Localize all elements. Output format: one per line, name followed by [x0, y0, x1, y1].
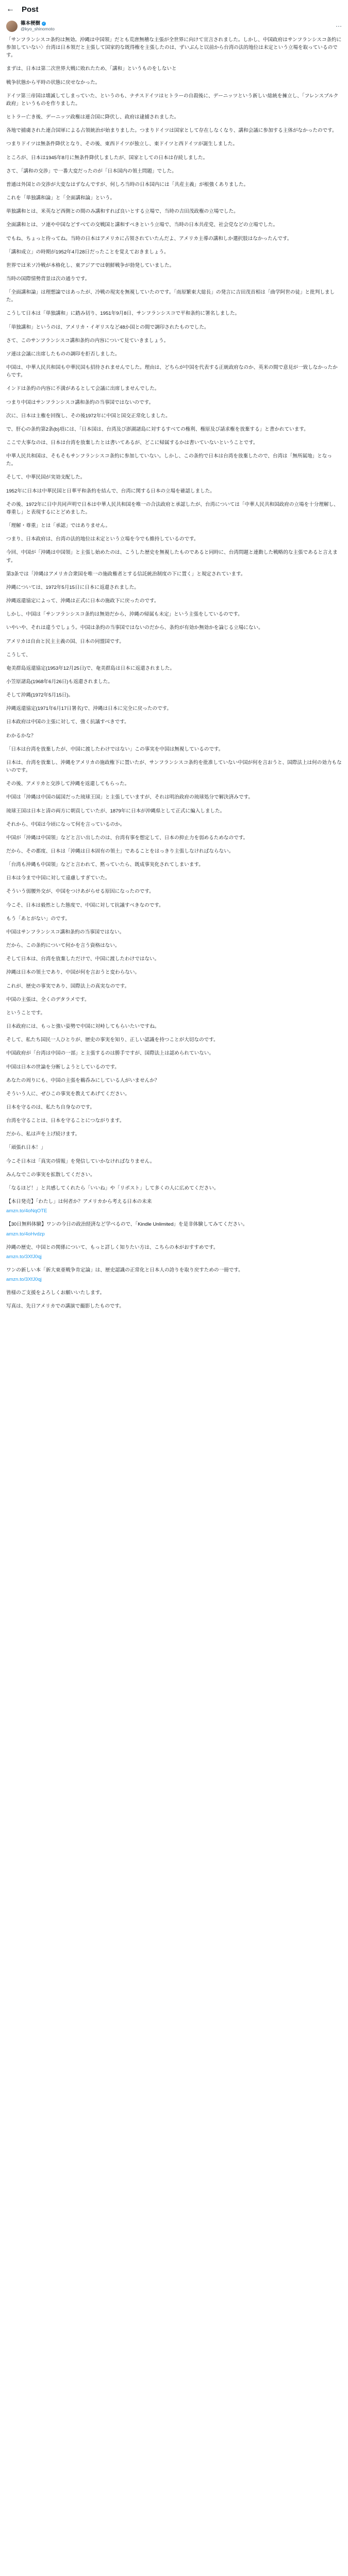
post-paragraph: 日本を守るのは、私たち自身なのです。 — [6, 1104, 95, 1110]
post-paragraph: 今こそ日本は「真実の情報」を発信していかなければなりません。 — [6, 1158, 155, 1164]
post-paragraph: 全面講和とは、ソ連や中国などすべての交戦国と講和すべきという立場で、当時の日本共産党、社会党などの立場でした。 — [6, 222, 278, 228]
post-paragraph: 中国はサンフランシスコ講和条約の当事国ではない。 — [6, 929, 125, 935]
post-paragraph: 「理解・尊重」とは「承認」ではありません。 — [6, 523, 111, 529]
post-paragraph: 台湾を守ることは、日本を守ることにつながります。 — [6, 1118, 125, 1124]
post-paragraph: 今こそ、日本は毅然とした態度で、中国に対して抗議すべきなのです。 — [6, 902, 164, 908]
post-paragraph: 日本は今まで中国に対して遠慮しすぎていた。 — [6, 875, 110, 882]
post-paragraph: こうして日本は「単独講和」に踏み切り、1951年9月8日、サンフランシスコで平和条約に署名しました。 — [6, 311, 240, 317]
post-paragraph: 【本日発売】「わたし」は何者か？アメリカから考える日本の未来 — [6, 1199, 152, 1205]
post-paragraph: 沖縄の歴史、中国との関係について、もっと詳しく知りたい方は、こちらの本がおすすめです。 — [6, 1244, 219, 1250]
post-paragraph: ヒトラー亡き後、デーニッツ政権は連合国に降伏し、政府は逮捕されました。 — [6, 114, 179, 121]
post-paragraph: ソ連は会議に出席したものの調印を拒否しました。 — [6, 351, 120, 357]
post-paragraph[interactable]: amzn.to/4oNqOTE — [6, 1208, 47, 1214]
post-paragraph: 沖縄については、1972年5月15日に日本に返還されました。 — [6, 584, 139, 590]
post-paragraph: 琉球王国は日本と清の両方に朝貢していたが、1879年に日本が沖縄県として正式に編入しました。 — [6, 808, 225, 814]
post-paragraph: 沖縄返還協定によって、沖縄は正式に日本の施政下に戻ったのです。 — [6, 598, 159, 604]
post-paragraph: そういう人に、ぜひこの事実を教えてあげてください。 — [6, 1091, 130, 1097]
post-paragraph: 日本は、台湾を放棄し、沖縄をアメリカの施政権下に置いたが、サンフランシスコ条約を批准していない中国が何を言おうと、国際法上は何の効力もないのです。 — [6, 759, 342, 774]
post-paragraph: 「サンフランシスコ条約は無効。沖縄は中国領」だとも荒唐無稽な主張が全世界に向けて宣言されました。しかし、中国政府はサンフランシスコ条約に参加していない〉台湾は日本領だと主張して国家的な既得権を主張したのは、ずいぶんと以前から台湾の法的地位は未定という立場を取っているのです。 — [6, 37, 342, 59]
post-paragraph: つまり中国はサンフランシスコ講和条約の当事国ではないのです。 — [6, 399, 154, 405]
post-paragraph: 単独講和とは、米英など西側との間のみ講和すれば良いとする立場で、当時の吉田茂政権の立場でした。 — [6, 209, 239, 215]
post-paragraph: でもね、ちょっと待ってね。当時の日本はアメリカに占領されていたんだよ、アメリカ主導の講和しか選択肢はなかったんです。 — [6, 235, 292, 242]
post-paragraph: 「なるほど！」と共感してくれたら「いいね」や「リポスト」して多くの人に広めてください。 — [6, 1185, 219, 1191]
author-name[interactable]: 篠本梗樹 — [21, 21, 41, 27]
post-paragraph: そして沖縄(1972年5月15日)。 — [6, 692, 74, 699]
post-paragraph: もう「あとがない」のです。 — [6, 916, 70, 922]
back-arrow-icon[interactable]: ← — [6, 5, 14, 13]
author-row — [0, 19, 348, 34]
post-paragraph: ワンの新しい本「新大東亜戦争肯定論」は、歴史認識の正常化と日本人の誇りを取り戻すための一冊です。 — [6, 1267, 243, 1273]
post-paragraph: 沖縄返還協定(1971年6月17日署名)で、沖縄は日本に完全に戻ったのです。 — [6, 706, 172, 712]
post-paragraph: 中国の主張は、全くのデタラメです。 — [6, 996, 90, 1003]
post-paragraph: 写真は、先日アメリカでの講演で撮影したものです。 — [6, 1303, 124, 1310]
post-paragraph: アメリカは自由と民主主義の国、日本の同盟国です。 — [6, 638, 124, 645]
post-paragraph: 中国は、中華人民共和国も中華民国も招待されませんでした。理由は、どちらが中国を代表する正統政府なのか、英米の間で意見が一致しなかったからです。 — [6, 365, 338, 379]
post-paragraph: 中華人民共和国は、そもそもサンフランシスコ条約に参加していない。しかし、この条約で日本は台湾を放棄したので、台湾は「無所属地」となった。 — [6, 453, 332, 467]
post-paragraph: ところが、日本は1945年8月に無条件降伏しましたが、国家としての日本は存続しました。 — [6, 155, 208, 161]
author-name-link[interactable] — [21, 21, 55, 26]
post-paragraph: 「講和成立」の時期が1952年4月28日だったことを覚えておきましょう。 — [6, 249, 169, 255]
post-paragraph: つまりドイツは無条件降伏となり、その後、東西ドイツが独立し、東ドイツと西ドイツが誕生しました。 — [6, 141, 238, 147]
post-paragraph: ドイツ第三帝国は壊滅してしまっていた、というのも、ナチスドイツはヒトラーの自殺後に、デーニッツという新しい総統を擁立し、「フレンスブルク政府」というものを作りました。 — [6, 93, 339, 107]
post-paragraph[interactable]: amzn.to/4oHvdzp — [6, 1231, 45, 1237]
post-paragraph: 「全面講和論」は理想論ではあったが、冷戦の現実を無視していたのです。「南原繁東大総長」の発言に吉田茂首相は「曲学阿世の徒」と批判しました。 — [6, 290, 335, 303]
post-paragraph: これが、歴史の事実であり、国際法上の真実なのです。 — [6, 983, 130, 989]
author-handle[interactable]: @kyo_shinomoto — [21, 26, 55, 31]
post-paragraph: 中国は日本の世論を分断しようとしているのです。 — [6, 1064, 120, 1070]
post-paragraph: ここで大事なのは、日本は台湾を放棄したとは書いてあるが、どこに帰属するかは書いていないということです。 — [6, 440, 258, 446]
post-paragraph: だから、私は声を上げ続けます。 — [6, 1131, 80, 1138]
post-paragraph: その後、アメリカと交渉して沖縄を返還してもらった。 — [6, 781, 130, 787]
post-paragraph: 奄美群島返還協定(1953年12月25日)で、奄美群島は日本に返還されました。 — [6, 665, 175, 671]
post-paragraph: いやいや、それは違うでしょう。中国は条約の当事国ではないのだから、条約が有効か無効かを論じる立場にない。 — [6, 625, 263, 631]
post-paragraph: 中国政府が「台湾は中国の一部」と主張するのは勝手ですが、国際法上は認められていない。 — [6, 1050, 214, 1057]
post-paragraph: だから、その都度、日本は「沖縄は日本固有の領土」であることをはっきり主張しなければならない。 — [6, 849, 234, 854]
post-paragraph: 中国が「沖縄は中国領」などと言い出したのは、台湾有事を想定して、日本の抑止力を弱めるためなのです。 — [6, 835, 248, 841]
post-paragraph: だから、この条約について何かを言う資格はない。 — [6, 943, 120, 949]
post-paragraph: そして、私たち国民一人ひとりが、歴史の事実を知り、正しい認識を持つことが大切なのです。 — [6, 1037, 219, 1043]
post-paragraph: さて、このサンフランシスコ講和条約の内容について見ていきましょう。 — [6, 337, 169, 344]
post-paragraph: そして、中華民国が実効支配した。 — [6, 474, 86, 481]
post-paragraph: 小笠原諸島(1968年6月26日)も返還されました。 — [6, 679, 113, 685]
post-paragraph: 次に、日本は主権を回復し、その後1972年に中国と国交正常化しました。 — [6, 413, 171, 419]
post-paragraph: しかし、中国は「サンフランシスコ条約は無効だから、沖縄の帰属も未定」という主張をしているのです。 — [6, 612, 243, 618]
post-body — [0, 34, 348, 1311]
post-paragraph: 「単独講和」というのは、アメリカ・イギリスなど48か国との間で調印されたものでした。 — [6, 324, 209, 330]
post-paragraph[interactable]: amzn.to/3XfJ0qj — [6, 1277, 42, 1283]
post-paragraph: 皆様のご支援をよろしくお願いいたします。 — [6, 1290, 105, 1296]
post-paragraph: みんなでこの事実を拡散してください。 — [6, 1172, 95, 1178]
post-paragraph: 日本政府は中国の主張に対して、強く抗議すべきです。 — [6, 719, 129, 725]
post-paragraph: 世界では米ソ冷戦が本格化し、東アジアでは朝鮮戦争が勃発していました。 — [6, 262, 175, 268]
post-paragraph: そして日本は、台湾を放棄しただけで、中国に渡したわけではない。 — [6, 956, 160, 962]
post-paragraph: それから、中国は今頃になって何を言っているのか。 — [6, 821, 125, 827]
post-paragraph: 普通は外国との交渉が大変なはずなんですが、何しろ当時の日本国内には「共産主義」が根強くありました。 — [6, 181, 249, 188]
post-paragraph[interactable]: amzn.to/3XfJ0qj — [6, 1253, 42, 1260]
post-paragraph: 第3条では「沖縄はアメリカ合衆国を唯一の施政権者とする信託統治制度の下に置く」と規定されています。 — [6, 571, 246, 577]
post-paragraph: 沖縄は日本の領土であり、中国が何を言おうと変わらない。 — [6, 970, 140, 976]
post-paragraph: わかるかな？ — [6, 733, 36, 739]
page-title: Post — [22, 5, 39, 14]
post-paragraph: あなたの周りにも、中国の主張を鵜呑みにしている人がいませんか？ — [6, 1077, 160, 1083]
post-paragraph: 戦争状態から平時の状態に戻せなかった。 — [6, 79, 101, 86]
more-options-icon[interactable]: ⋯ — [336, 23, 342, 30]
post-paragraph: で、肝心の条約第2条(b)項には、「日本国は、台湾及び澎湖諸島に対するすべての権利、権原及び請求権を放棄する」と書かれています。 — [6, 426, 309, 432]
post-paragraph: 1952年に日本は中華民国と日華平和条約を結んで、台湾に関する日本の立場を確認しました。 — [6, 488, 215, 494]
post-paragraph: これを「単独講和論」と「全面講和論」という。 — [6, 195, 115, 201]
post-paragraph: つまり、日本政府は、台湾の法的地位は未定という立場を今でも維持しているのです。 — [6, 536, 199, 543]
post-header — [0, 0, 348, 19]
post-paragraph: 各地で捕虜された連合国軍による占領統治が始まりました。つまりドイツは国家として存在しなくなり、講和会議に参加する主体がなかったのです。 — [6, 128, 337, 134]
post-paragraph: 当時の国際情勢背景は次の通りです。 — [6, 276, 90, 282]
post-paragraph: 【30日無料体験】ワンの今日の政治経済など学べるので、「Kindle Unlimited」を是非体験してみてください。 — [6, 1222, 248, 1228]
post-paragraph: 「頑張れ日本！」 — [6, 1145, 46, 1151]
post-paragraph: そういう弱腰外交が、中国をつけあがらせる原因になったのです。 — [6, 889, 154, 895]
post-paragraph: さて、「講和の交渉」で一番大変だったのが「日本国内の領土問題」でした。 — [6, 168, 177, 174]
post-paragraph: インドは条約の内容に不満があるとして会議に出席しませんでした。 — [6, 386, 160, 392]
post-paragraph: まずは、日本は第二次世界大戦に敗れたため、「講和」というものをしないと — [6, 66, 177, 72]
avatar[interactable] — [6, 21, 18, 32]
post-paragraph: 「台湾も沖縄も中国領」などと言われて、黙っていたら、既成事実化されてしまいます。 — [6, 862, 204, 868]
post-paragraph: 今回、中国が「沖縄は中国領」と主張し始めたのは、こうした歴史を無視したものであると同時に、台湾問題と連動した戦略的な主張であると言えます。 — [6, 550, 338, 564]
verified-badge-icon: ✓ — [42, 22, 45, 26]
post-paragraph: その後、1972年に日中共同声明で日本は中華人民共和国を唯一の合法政府と承認したが、台湾については「中華人民共和国政府の立場を十分理解し、尊重し」と表現するにとどめました。 — [6, 501, 339, 515]
post-paragraph: 中国は「沖縄は中国の属国だった琉球王国」と主張していますが、それは明治政府の琉球処分で解決済みです。 — [6, 794, 253, 801]
post-paragraph: こうして、 — [6, 652, 31, 658]
post-paragraph: ということです。 — [6, 1010, 45, 1016]
post-paragraph: 日本政府には、もっと強い姿勢で中国に対峙してもらいたいですね。 — [6, 1024, 160, 1030]
post-paragraph: 「日本は台湾を放棄したが、中国に渡したわけではない」この事実を中国は無視しているのです。 — [6, 746, 224, 752]
